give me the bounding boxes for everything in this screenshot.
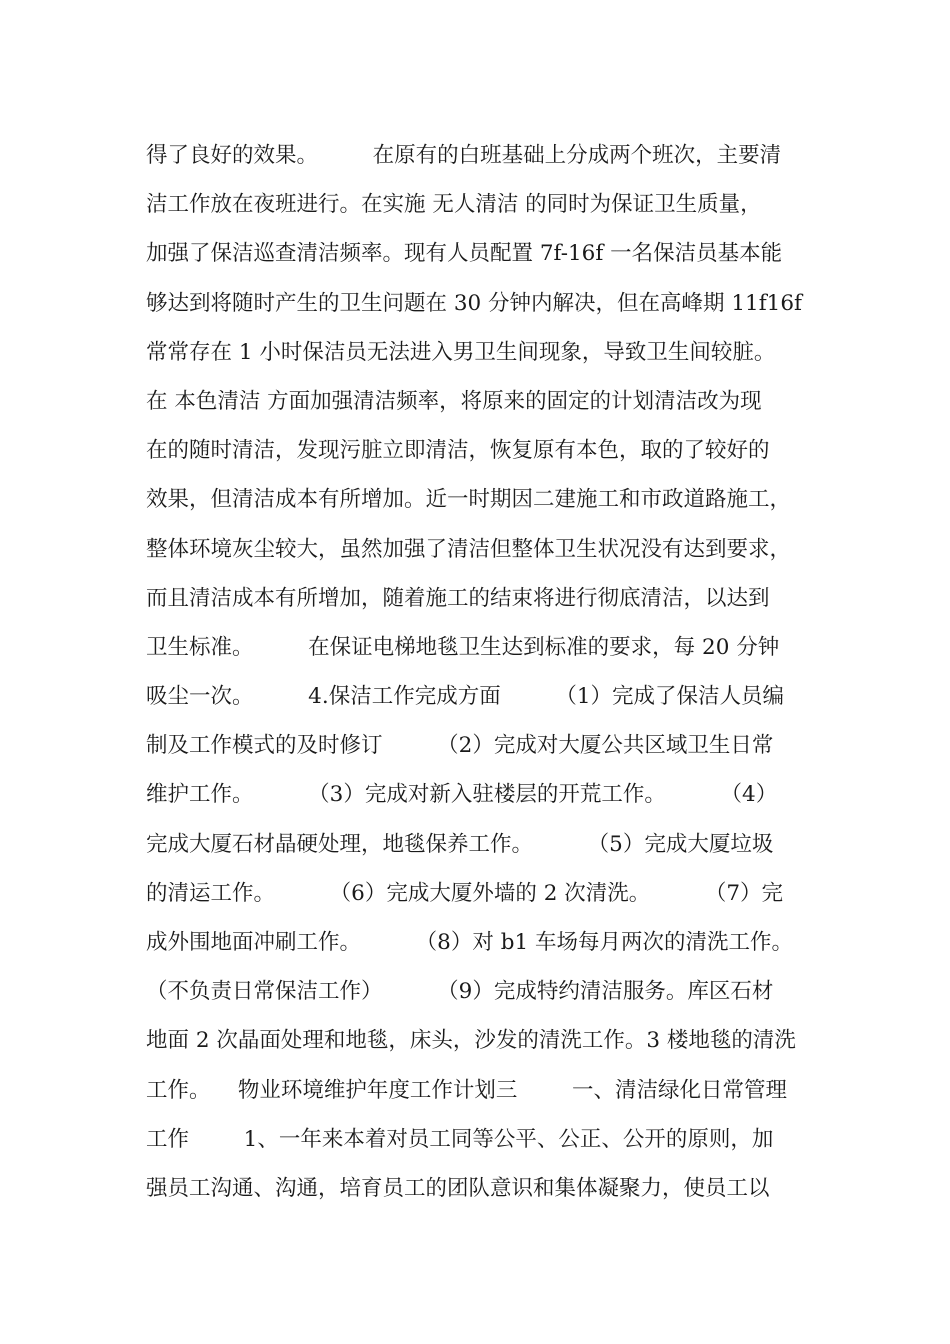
text-line: 在 本色清洁 方面加强清洁频率，将原来的固定的计划清洁改为现 — [146, 388, 762, 414]
text-line: 强员工沟通、沟通，培育员工的团队意识和集体凝聚力，使员工以 — [146, 1175, 770, 1201]
text-line: 地面 2 次晶面处理和地毯，床头，沙发的清洗工作。3 楼地毯的清洗 — [146, 1028, 796, 1054]
text-line: 得了良好的效果。 在原有的白班基础上分成两个班次，主要清 — [146, 143, 782, 168]
text-line: 维护工作。 （3）完成对新入驻楼层的开荒工作。 （4） — [146, 782, 778, 808]
text-line: 在的随时清洁，发现污脏立即清洁，恢复原有本色，取的了较好的 — [146, 438, 770, 464]
text-line: 工作 1、一年来本着对员工同等公平、公正、公开的原则，加 — [146, 1126, 774, 1152]
text-line: 的清运工作。 （6）完成大厦外墙的 2 次清洗。 （7）完 — [146, 880, 784, 906]
text-line: 吸尘一次。 4.保洁工作完成方面 （1）完成了保洁人员编 — [146, 684, 785, 710]
text-line: 够达到将随时产生的卫生问题在 30 分钟内解决，但在高峰期 11f16f — [146, 290, 802, 316]
body-text — [146, 131, 826, 1213]
text-line: 而且清洁成本有所增加，随着施工的结束将进行彻底清洁，以达到 — [146, 585, 770, 611]
text-line: 效果，但清洁成本有所增加。近一时期因二建施工和市政道路施工， — [146, 487, 792, 513]
text-line: 整体环境灰尘较大，虽然加强了清洁但整体卫生状况没有达到要求， — [146, 536, 792, 562]
text-line: 洁工作放在夜班进行。在实施 无人清洁 的同时为保证卫生质量， — [146, 192, 762, 218]
text-line: 制及工作模式的及时修订 （2）完成对大厦公共区域卫生日常 — [146, 733, 774, 759]
text-line: 成外围地面冲刷工作。 （8）对 b1 车场每月两次的清洗工作。 — [146, 930, 793, 955]
text-line: 常常存在 1 小时保洁员无法进入男卫生间现象，导致卫生间较脏。 — [146, 339, 776, 365]
text-line: 卫生标准。 在保证电梯地毯卫生达到标准的要求，每 20 分钟 — [146, 634, 780, 660]
text-line: 完成大厦石材晶硬处理，地毯保养工作。 （5）完成大厦垃圾 — [146, 831, 774, 857]
text-line: 工作。 物业环境维护年度工作计划三 一、清洁绿化日常管理 — [146, 1077, 788, 1103]
text-line: 加强了保洁巡查清洁频率。现有人员配置 7f-16f 一名保洁员基本能 — [146, 241, 783, 267]
text-line: （不负责日常保洁工作） （9）完成特约清洁服务。库区石材 — [146, 979, 774, 1005]
